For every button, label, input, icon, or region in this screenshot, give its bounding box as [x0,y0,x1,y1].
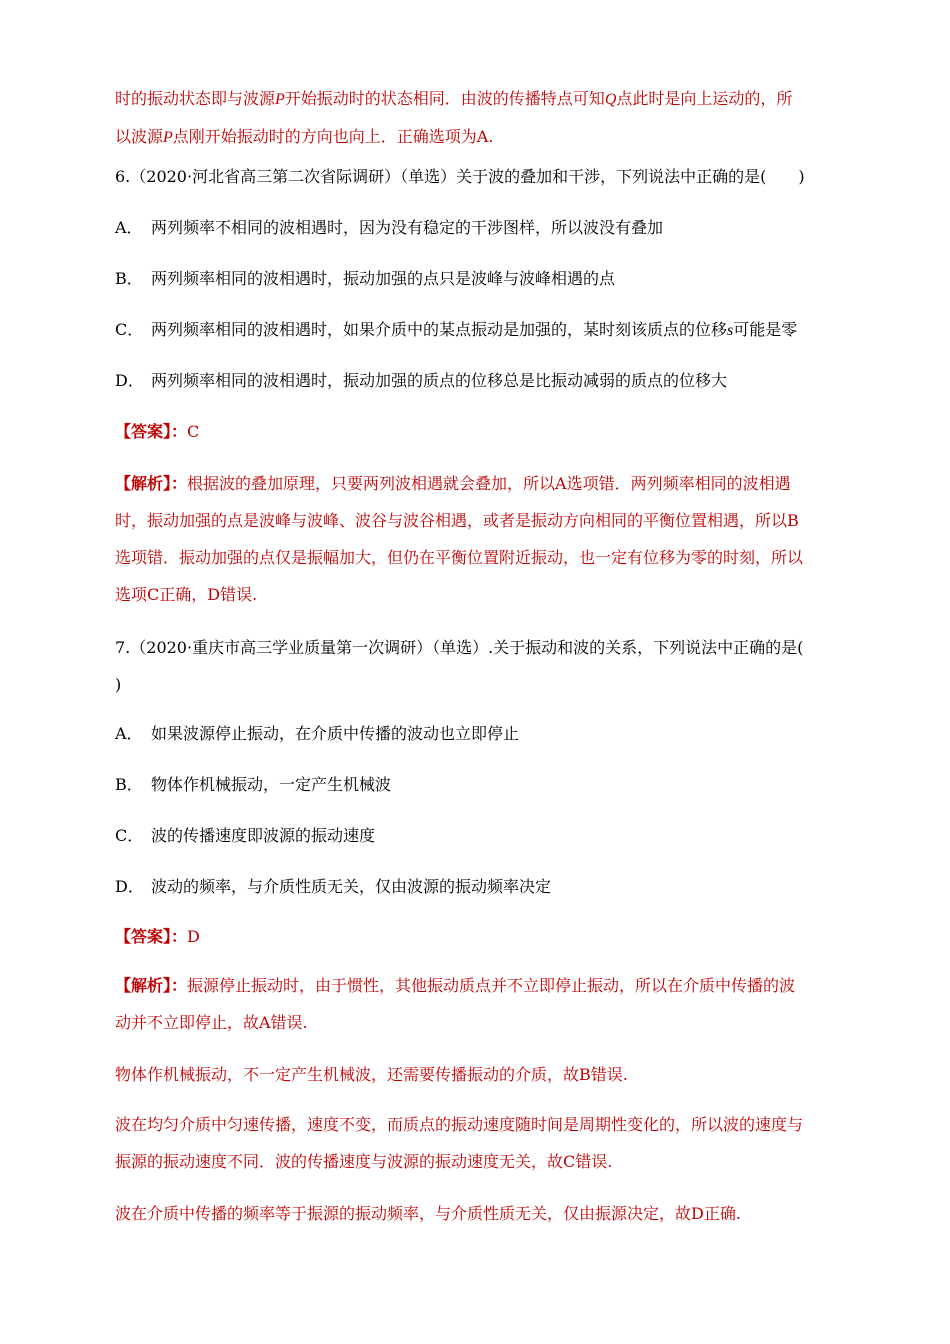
q7-option-a: A． 如果波源停止振动，在介质中传播的波动也立即停止 [115,724,520,743]
prev-analysis-continuation [115,80,837,156]
q7-option-c: C． 波的传播速度即波源的振动速度 [115,826,376,845]
q6-option-c: C． 两列频率相同的波相遇时，如果介质中的某点振动是加强的，某时刻该质点的位移s可能是零 [115,320,798,339]
q7-option-d: D． 波动的频率，与介质性质无关，仅由波源的振动频率决定 [115,877,552,896]
q7-analysis-para-2: 物体作机械振动，不一定产生机械波，还需要传播振动的介质，故B错误. [115,1065,628,1084]
q7-stem-line-2: ) [115,675,122,694]
q7-analysis-line-2: 动并不立即停止，故A错误. [115,1013,308,1032]
q6-analysis-line-3: 选项错．振动加强的点仅是振幅加大，但仍在平衡位置附近振动，也一定有位移为零的时刻，所以 [115,548,804,567]
q6-option-b: B． 两列频率相同的波相遇时，振动加强的点只是波峰与波峰相遇的点 [115,269,616,288]
q7-option-b: B． 物体作机械振动，一定产生机械波 [115,775,392,794]
q7-analysis-para-3-line-1: 波在均匀介质中匀速传播，速度不变，而质点的振动速度随时间是周期性变化的，所以波的速度与 [115,1115,804,1134]
q7-analysis-para-4: 波在介质中传播的频率等于振源的振动频率，与介质性质无关，仅由振源决定，故D正确. [115,1204,741,1223]
q6-stem: 6.（2020·河北省高三第二次省际调研）（单选）关于波的叠加和干涉，下列说法中正确的是( ) [115,167,805,186]
q7-analysis [115,967,837,1041]
prev-analysis-line-1: 时的振动状态即与波源P开始振动时的状态相同．由波的传播特点可知Q点此时是向上运动的，所 [115,89,793,108]
q6-option-d: D． 两列频率相同的波相遇时，振动加强的质点的位移总是比振动减弱的质点的位移大 [115,371,728,390]
q7-answer: 【答案】：D [115,927,200,946]
q6-analysis-line-4: 选项C正确，D错误. [115,585,258,604]
q7-analysis-line-1: 【解析】：振源停止振动时，由于惯性，其他振动质点并不立即停止振动，所以在介质中传播的波 [115,976,796,995]
q6-option-a: A． 两列频率不相同的波相遇时，因为没有稳定的干涉图样，所以波没有叠加 [115,218,664,237]
q6-answer: 【答案】：C [115,422,200,441]
q6-analysis-line-2: 时，振动加强的点是波峰与波峰、波谷与波谷相遇，或者是振动方向相同的平衡位置相遇，所以B [115,511,799,530]
q7-stem [115,629,837,703]
q7-stem-line-1: 7.（2020·重庆市高三学业质量第一次调研）（单选）.关于振动和波的关系，下列说法中正确的是( [115,638,804,657]
q7-analysis-para-3 [115,1106,837,1180]
q7-analysis-para-3-line-2: 振源的振动速度不同．波的传播速度与波源的振动速度无关，故C错误. [115,1152,613,1171]
prev-analysis-line-2: 以波源P点刚开始振动时的方向也向上．正确选项为A. [115,127,494,146]
q6-analysis-line-1: 【解析】：根据波的叠加原理，只要两列波相遇就会叠加，所以A选项错．两列频率相同的波相遇 [115,474,791,493]
q6-analysis [115,465,837,613]
